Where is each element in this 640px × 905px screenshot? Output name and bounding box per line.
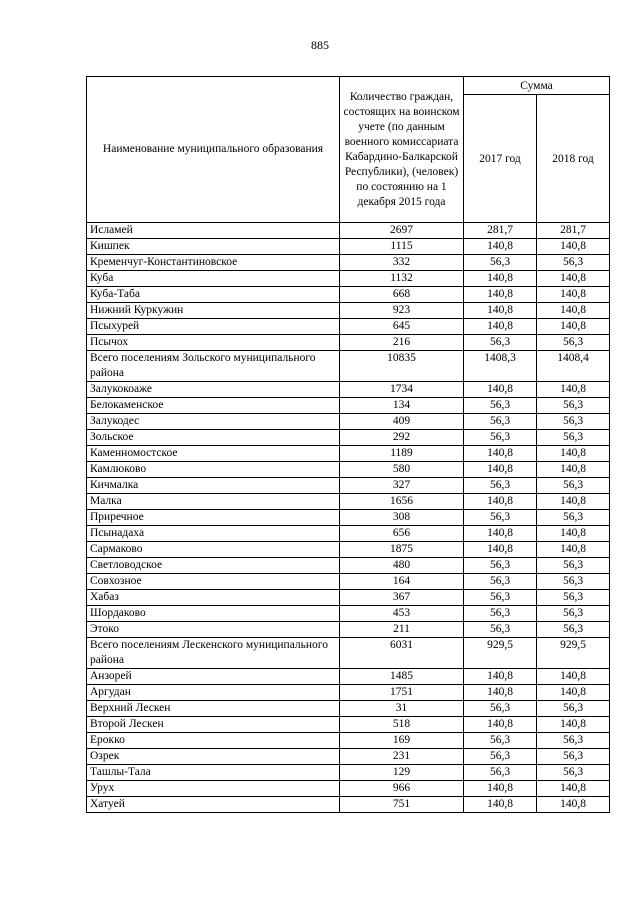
row-quantity-cell: 923: [340, 303, 464, 319]
row-quantity-cell: 480: [340, 558, 464, 574]
row-sum-2018-cell: 140,8: [537, 319, 610, 335]
row-sum-2017-cell: 56,3: [464, 255, 537, 271]
row-quantity-cell: 1734: [340, 382, 464, 398]
table-row: [87, 574, 610, 590]
table-row: [87, 398, 610, 414]
row-quantity-cell: 645: [340, 319, 464, 335]
row-sum-2018-cell: 281,7: [537, 223, 610, 239]
row-sum-2018-cell: 56,3: [537, 478, 610, 494]
row-sum-2017-cell: 140,8: [464, 382, 537, 398]
row-name-cell: Куба-Таба: [87, 287, 340, 303]
row-sum-2018-cell: 140,8: [537, 526, 610, 542]
row-quantity-cell: 1656: [340, 494, 464, 510]
row-sum-2017-cell: 140,8: [464, 271, 537, 287]
row-quantity-cell: 216: [340, 335, 464, 351]
row-sum-2017-cell: 56,3: [464, 430, 537, 446]
row-name-cell: Камлюково: [87, 462, 340, 478]
row-sum-2017-cell: 56,3: [464, 398, 537, 414]
row-sum-2017-cell: 140,8: [464, 239, 537, 255]
table-row: [87, 303, 610, 319]
row-name-cell: Малка: [87, 494, 340, 510]
municipal-table: [86, 76, 610, 813]
row-name-cell: Второй Лескен: [87, 717, 340, 733]
table-row: [87, 749, 610, 765]
row-quantity-cell: 169: [340, 733, 464, 749]
table-row: [87, 255, 610, 271]
table-row: [87, 669, 610, 685]
row-sum-2018-cell: 56,3: [537, 701, 610, 717]
row-name-cell: Каменномостское: [87, 446, 340, 462]
row-sum-2018-cell: 140,8: [537, 494, 610, 510]
header-name-column: Наименование муниципального образования: [87, 77, 340, 223]
row-name-cell: Этоко: [87, 622, 340, 638]
row-sum-2018-cell: 140,8: [537, 382, 610, 398]
row-quantity-cell: 2697: [340, 223, 464, 239]
table-row: [87, 271, 610, 287]
row-sum-2017-cell: 140,8: [464, 287, 537, 303]
row-sum-2017-cell: 56,3: [464, 510, 537, 526]
row-sum-2017-cell: 140,8: [464, 446, 537, 462]
row-sum-2017-cell: 140,8: [464, 494, 537, 510]
row-quantity-cell: 1751: [340, 685, 464, 701]
row-name-cell: Шордаково: [87, 606, 340, 622]
row-sum-2017-cell: 281,7: [464, 223, 537, 239]
row-name-cell: Хабаз: [87, 590, 340, 606]
row-sum-2017-cell: 56,3: [464, 606, 537, 622]
row-name-cell: Кичмалка: [87, 478, 340, 494]
row-quantity-cell: 31: [340, 701, 464, 717]
row-sum-2018-cell: 1408,4: [537, 351, 610, 382]
row-sum-2018-cell: 56,3: [537, 398, 610, 414]
row-sum-2018-cell: 56,3: [537, 430, 610, 446]
row-quantity-cell: 327: [340, 478, 464, 494]
row-sum-2018-cell: 140,8: [537, 685, 610, 701]
row-sum-2018-cell: 140,8: [537, 239, 610, 255]
row-name-cell: Нижний Куркужин: [87, 303, 340, 319]
row-sum-2018-cell: 56,3: [537, 558, 610, 574]
row-sum-2017-cell: 56,3: [464, 765, 537, 781]
row-sum-2017-cell: 140,8: [464, 669, 537, 685]
row-sum-2018-cell: 56,3: [537, 574, 610, 590]
row-quantity-cell: 1132: [340, 271, 464, 287]
table-row: [87, 446, 610, 462]
row-sum-2018-cell: 140,8: [537, 462, 610, 478]
row-quantity-cell: 966: [340, 781, 464, 797]
table-row: [87, 606, 610, 622]
row-name-cell: Аргудан: [87, 685, 340, 701]
row-sum-2018-cell: 140,8: [537, 717, 610, 733]
row-name-cell: Псынадаха: [87, 526, 340, 542]
row-name-cell: Светловодское: [87, 558, 340, 574]
row-sum-2017-cell: 56,3: [464, 414, 537, 430]
row-sum-2018-cell: 56,3: [537, 749, 610, 765]
row-name-cell: Исламей: [87, 223, 340, 239]
row-quantity-cell: 6031: [340, 638, 464, 669]
table-row: [87, 382, 610, 398]
row-quantity-cell: 231: [340, 749, 464, 765]
table-row: [87, 526, 610, 542]
row-sum-2017-cell: 56,3: [464, 335, 537, 351]
table-row: [87, 590, 610, 606]
row-name-cell: Залукодес: [87, 414, 340, 430]
row-sum-2017-cell: 56,3: [464, 574, 537, 590]
table-row: [87, 478, 610, 494]
row-name-cell: Верхний Лескен: [87, 701, 340, 717]
row-quantity-cell: 211: [340, 622, 464, 638]
row-quantity-cell: 580: [340, 462, 464, 478]
row-sum-2018-cell: 140,8: [537, 669, 610, 685]
row-name-cell: Совхозное: [87, 574, 340, 590]
table-row: [87, 701, 610, 717]
table-row: [87, 797, 610, 813]
row-sum-2018-cell: 56,3: [537, 255, 610, 271]
row-name-cell: Хатуей: [87, 797, 340, 813]
row-sum-2018-cell: 56,3: [537, 510, 610, 526]
table-row: [87, 733, 610, 749]
row-name-cell: Анзорей: [87, 669, 340, 685]
row-sum-2018-cell: 140,8: [537, 781, 610, 797]
row-sum-2018-cell: 140,8: [537, 287, 610, 303]
table-row: [87, 430, 610, 446]
table-row: [87, 622, 610, 638]
row-sum-2017-cell: 140,8: [464, 319, 537, 335]
row-quantity-cell: 134: [340, 398, 464, 414]
row-sum-2018-cell: 140,8: [537, 271, 610, 287]
row-name-cell: Куба: [87, 271, 340, 287]
row-name-cell: Белокаменское: [87, 398, 340, 414]
table-body: [87, 223, 610, 813]
row-name-cell: Всего поселениям Зольского муниципального района: [87, 351, 340, 382]
row-quantity-cell: 409: [340, 414, 464, 430]
row-sum-2017-cell: 56,3: [464, 701, 537, 717]
table-row: [87, 685, 610, 701]
row-name-cell: Всего поселениям Лескенского муниципального района: [87, 638, 340, 669]
row-sum-2018-cell: 56,3: [537, 414, 610, 430]
row-sum-2018-cell: 56,3: [537, 765, 610, 781]
table-row: [87, 462, 610, 478]
row-quantity-cell: 308: [340, 510, 464, 526]
row-sum-2017-cell: 56,3: [464, 749, 537, 765]
header-year-2017: 2017 год: [464, 95, 537, 223]
row-quantity-cell: 1875: [340, 542, 464, 558]
table-row: [87, 223, 610, 239]
row-sum-2018-cell: 140,8: [537, 303, 610, 319]
row-sum-2018-cell: 140,8: [537, 542, 610, 558]
table-row: [87, 558, 610, 574]
row-sum-2017-cell: 140,8: [464, 526, 537, 542]
row-name-cell: Кременчуг-Константиновское: [87, 255, 340, 271]
row-sum-2017-cell: 56,3: [464, 733, 537, 749]
row-quantity-cell: 332: [340, 255, 464, 271]
row-quantity-cell: 518: [340, 717, 464, 733]
row-sum-2018-cell: 140,8: [537, 446, 610, 462]
row-name-cell: Ерокко: [87, 733, 340, 749]
table-row: [87, 781, 610, 797]
row-name-cell: Сармаково: [87, 542, 340, 558]
row-name-cell: Псыхурей: [87, 319, 340, 335]
header-quantity-column: Количество граждан, состоящих на воинском учете (по данным военного комиссариата Кабардино-Балкарской Республики), (человек) по состоянию на 1 декабря 2015 года: [340, 77, 464, 223]
row-sum-2018-cell: 929,5: [537, 638, 610, 669]
table-row: [87, 494, 610, 510]
row-quantity-cell: 129: [340, 765, 464, 781]
row-name-cell: Залукокоаже: [87, 382, 340, 398]
row-name-cell: Приречное: [87, 510, 340, 526]
table-total-row: [87, 351, 610, 382]
row-sum-2018-cell: 56,3: [537, 606, 610, 622]
row-name-cell: Псычох: [87, 335, 340, 351]
row-sum-2017-cell: 56,3: [464, 590, 537, 606]
row-quantity-cell: 1115: [340, 239, 464, 255]
table-row: [87, 510, 610, 526]
row-name-cell: Ташлы-Тала: [87, 765, 340, 781]
row-sum-2018-cell: 56,3: [537, 335, 610, 351]
table-row: [87, 717, 610, 733]
row-sum-2018-cell: 56,3: [537, 590, 610, 606]
table-row: [87, 414, 610, 430]
row-sum-2017-cell: 140,8: [464, 781, 537, 797]
row-quantity-cell: 453: [340, 606, 464, 622]
row-sum-2017-cell: 140,8: [464, 717, 537, 733]
table-row: [87, 335, 610, 351]
row-sum-2017-cell: 140,8: [464, 462, 537, 478]
row-sum-2018-cell: 56,3: [537, 733, 610, 749]
row-quantity-cell: 367: [340, 590, 464, 606]
row-sum-2017-cell: 140,8: [464, 303, 537, 319]
row-sum-2017-cell: 56,3: [464, 478, 537, 494]
table-row: [87, 542, 610, 558]
table-row: [87, 319, 610, 335]
row-name-cell: Озрек: [87, 749, 340, 765]
row-sum-2017-cell: 140,8: [464, 542, 537, 558]
row-name-cell: Кишпек: [87, 239, 340, 255]
table-row: [87, 765, 610, 781]
row-sum-2018-cell: 56,3: [537, 622, 610, 638]
page-number: 885: [311, 38, 329, 52]
row-name-cell: Зольское: [87, 430, 340, 446]
row-quantity-cell: 1485: [340, 669, 464, 685]
table-row: [87, 239, 610, 255]
row-sum-2017-cell: 140,8: [464, 685, 537, 701]
table-row: [87, 287, 610, 303]
row-quantity-cell: 656: [340, 526, 464, 542]
row-quantity-cell: 668: [340, 287, 464, 303]
row-quantity-cell: 1189: [340, 446, 464, 462]
row-sum-2017-cell: 1408,3: [464, 351, 537, 382]
row-quantity-cell: 751: [340, 797, 464, 813]
row-sum-2018-cell: 140,8: [537, 797, 610, 813]
row-quantity-cell: 164: [340, 574, 464, 590]
row-sum-2017-cell: 56,3: [464, 622, 537, 638]
row-sum-2017-cell: 929,5: [464, 638, 537, 669]
table-total-row: [87, 638, 610, 669]
row-quantity-cell: 10835: [340, 351, 464, 382]
row-sum-2017-cell: 56,3: [464, 558, 537, 574]
row-quantity-cell: 292: [340, 430, 464, 446]
header-sum-column: Сумма: [464, 77, 610, 95]
row-name-cell: Урух: [87, 781, 340, 797]
header-year-2018: 2018 год: [537, 95, 610, 223]
row-sum-2017-cell: 140,8: [464, 797, 537, 813]
